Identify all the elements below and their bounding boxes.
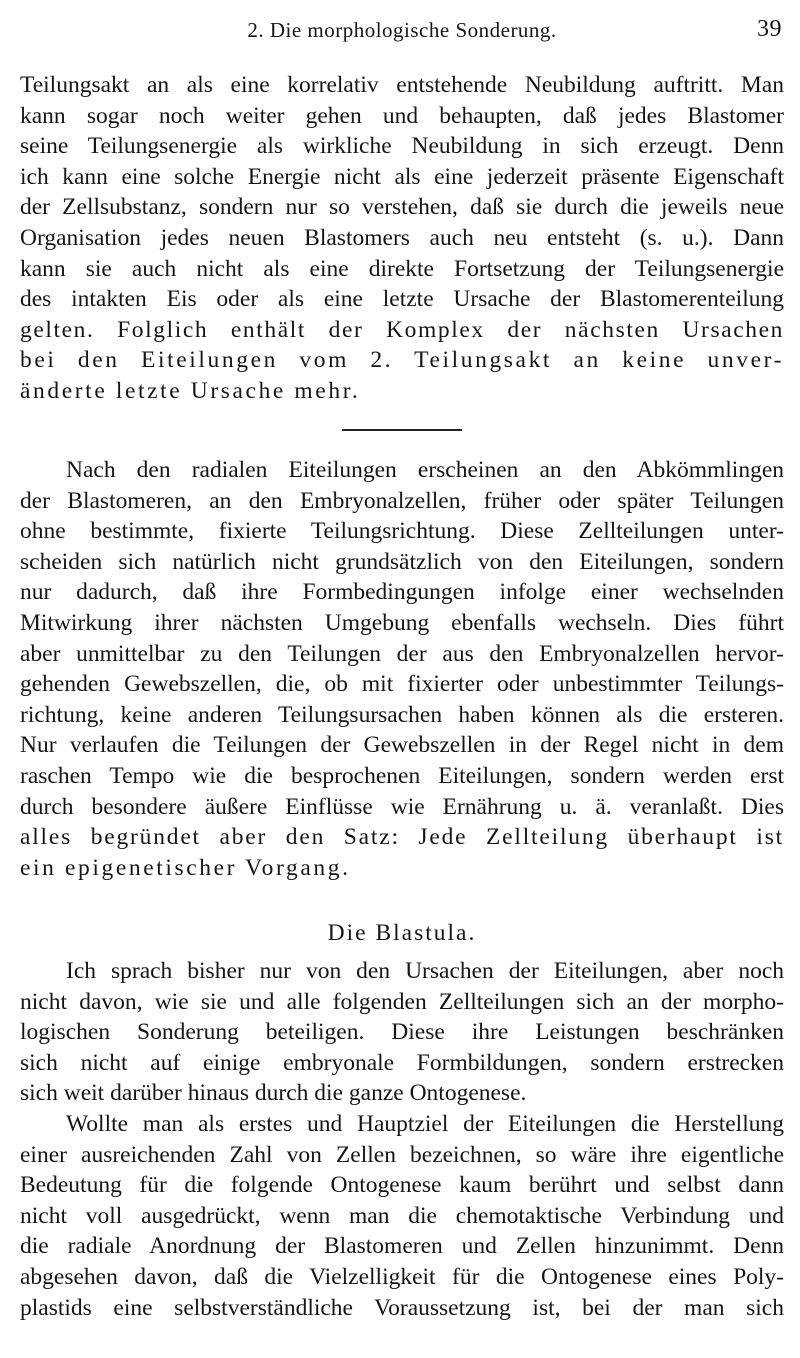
text-line: des intakten Eis oder als eine letzte Ursache der Blastomerenteilung bbox=[20, 286, 784, 313]
text-line: raschen Tempo wie die besprochenen Eiteilungen, sondern werden erst bbox=[20, 762, 784, 789]
text-line: kann sogar noch weiter gehen und behaupten, daß jedes Blastomer bbox=[20, 102, 784, 129]
text-line: seine Teilungsenergie als wirkliche Neubildung in sich erzeugt. Denn bbox=[20, 133, 784, 160]
document-page bbox=[20, 0, 784, 1358]
text-line-emphasis: alles begründet aber den Satz: Jede Zellteilung überhaupt ist bbox=[20, 824, 784, 851]
text-line: sich nicht auf einige embryonale Formbildungen, sondern erstrecken bbox=[20, 1049, 784, 1076]
text-line: der Blastomeren, an den Embryonalzellen, früher oder später Teilungen bbox=[20, 487, 784, 514]
chapter-title: 2. Die morphologische Sonderung. bbox=[247, 18, 557, 42]
text-line: Nur verlaufen die Teilungen der Gewebszellen in der Regel nicht in dem bbox=[20, 732, 784, 759]
text-line: nur dadurch, daß ihre Formbedingungen infolge einer wechselnden bbox=[20, 579, 784, 606]
text-line: nicht davon, wie sie und alle folgenden Zellteilungen sich an der morpho- bbox=[20, 988, 784, 1015]
paragraph-2 bbox=[20, 455, 784, 883]
text-line: gehenden Gewebszellen, die, ob mit fixierter oder unbestimmter Teilungs- bbox=[20, 671, 784, 698]
text-line: einer ausreichenden Zahl von Zellen bezeichnen, so wäre ihre eigentliche bbox=[20, 1141, 784, 1168]
text-line-emphasis: ein epigenetischer Vorgang. bbox=[20, 854, 351, 881]
text-line: richtung, keine anderen Teilungsursachen haben können als die ersteren. bbox=[20, 701, 784, 728]
section-heading: Die Blastula. bbox=[327, 920, 477, 946]
text-line: Mitwirkung ihrer nächsten Umgebung ebenfalls wechseln. Dies führt bbox=[20, 609, 784, 636]
text-line: aber unmittelbar zu den Teilungen der aus den Embryonalzellen hervor- bbox=[20, 640, 784, 667]
text-line: Teilungsakt an als eine korrelativ entstehende Neubildung auftritt. Man bbox=[20, 72, 784, 98]
paragraph-4 bbox=[20, 1109, 784, 1323]
text-line: plastids eine selbstverständliche Voraussetzung ist, bei der man sich bbox=[20, 1294, 784, 1321]
text-line: durch besondere äußere Einflüsse wie Ernährung u. ä. veranlaßt. Dies bbox=[20, 793, 784, 820]
text-line: logischen Sonderung beteiligen. Diese ihre Leistungen beschränken bbox=[20, 1019, 784, 1046]
text-line: abgesehen davon, daß die Vielzelligkeit für die Ontogenese eines Poly- bbox=[20, 1263, 784, 1290]
running-header bbox=[20, 16, 784, 48]
paragraph-1 bbox=[20, 70, 784, 407]
page-number: 39 bbox=[757, 16, 782, 42]
text-line: die radiale Anordnung der Blastomeren und Zellen hinzunimmt. Denn bbox=[20, 1233, 784, 1260]
text-line: Nach den radialen Eiteilungen erscheinen an den Abkömmlingen bbox=[66, 457, 784, 483]
text-line: Wollte man als erstes und Hauptziel der Eiteilungen die Herstellung bbox=[66, 1111, 784, 1137]
text-line-emphasis: gelten. Folglich enthält der Komplex der nächsten Ursachen bbox=[20, 316, 784, 343]
text-line: kann sie auch nicht als eine direkte Fortsetzung der Teilungsenergie bbox=[20, 255, 784, 282]
text-line-emphasis: änderte letzte Ursache mehr. bbox=[20, 377, 361, 404]
paragraph-3 bbox=[20, 956, 784, 1109]
text-line: scheiden sich natürlich nicht grundsätzlich von den Eiteilungen, sondern bbox=[20, 548, 784, 575]
text-line: ich kann eine solche Energie nicht als eine jederzeit präsente Eigenschaft bbox=[20, 163, 784, 190]
text-line: Ich sprach bisher nur von den Ursachen der Eiteilungen, aber noch bbox=[66, 958, 784, 984]
text-line: ohne bestimmte, fixierte Teilungsrichtung. Diese Zellteilungen unter- bbox=[20, 518, 784, 545]
text-line: sich weit darüber hinaus durch die ganze Ontogenese. bbox=[20, 1080, 527, 1107]
text-line: nicht voll ausgedrückt, wenn man die chemotaktische Verbindung und bbox=[20, 1202, 784, 1229]
text-line-emphasis: bei den Eiteilungen vom 2. Teilungsakt an keine unver- bbox=[20, 347, 784, 374]
text-line: der Zellsubstanz, sondern nur so verstehen, daß sie durch die jeweils neue bbox=[20, 194, 784, 221]
section-divider bbox=[342, 429, 462, 431]
text-line: Organisation jedes neuen Blastomers auch neu entsteht (s. u.). Dann bbox=[20, 224, 784, 251]
text-line: Bedeutung für die folgende Ontogenese kaum berührt und selbst dann bbox=[20, 1172, 784, 1199]
